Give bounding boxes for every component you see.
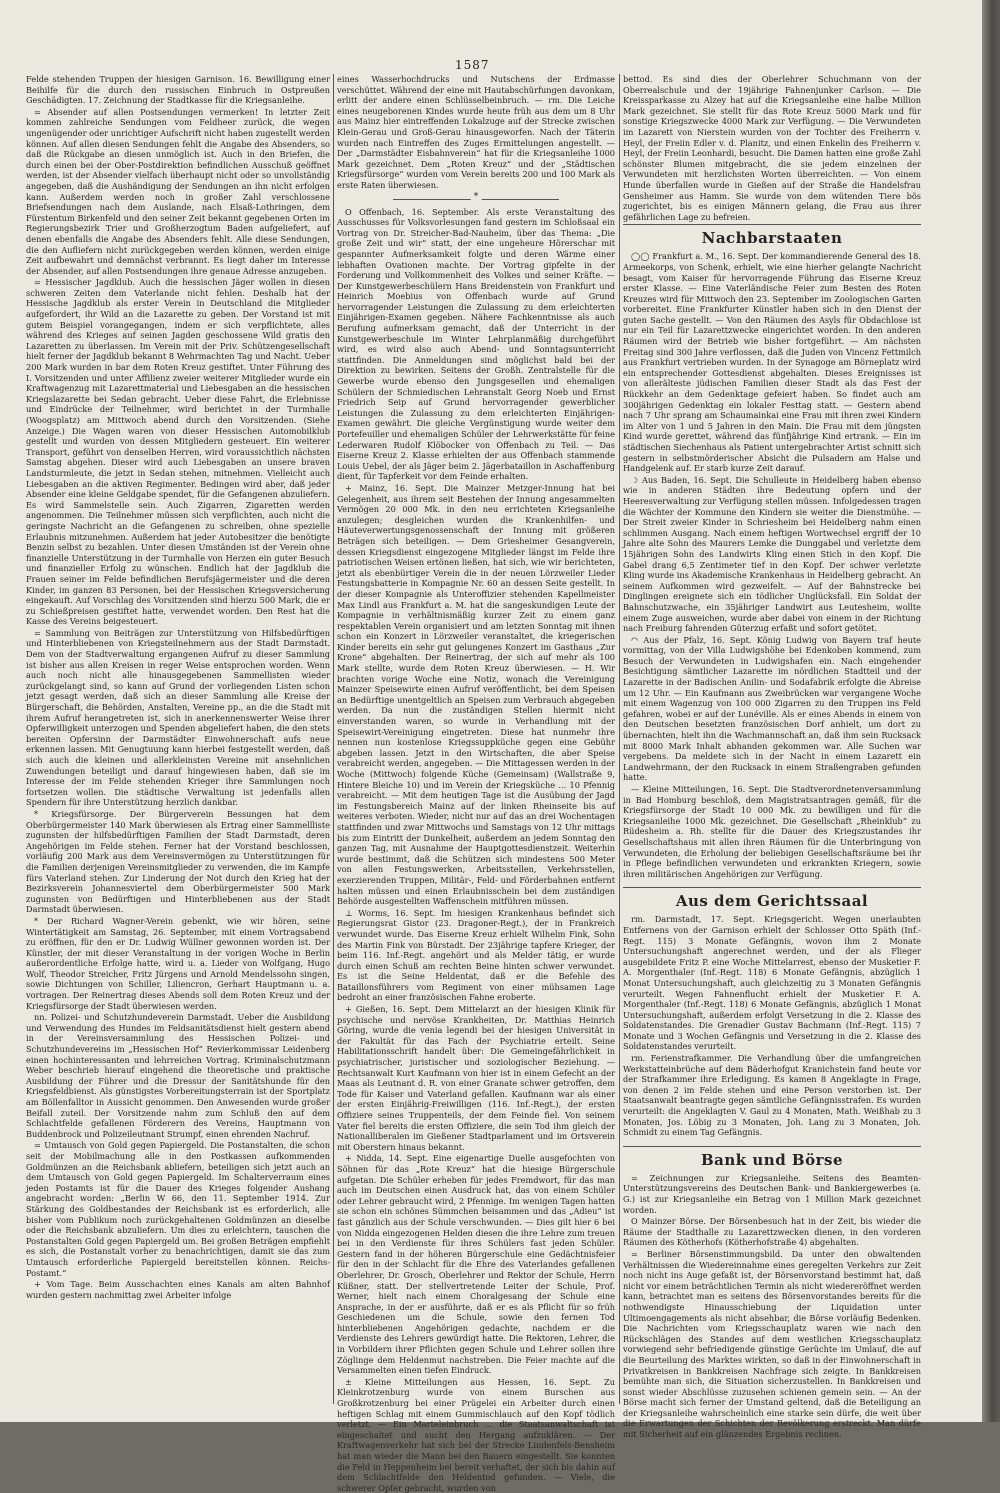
binding-edge — [982, 0, 1000, 1422]
section-heading: Aus dem Gerichtssaal — [623, 887, 921, 910]
article-paragraph: * Kriegsfürsorge. Der Bürgerverein Bessungen hat dem Oberbürgermeister 140 Mark überwiesen als Ertrag einer Sammellliste zugunsten der hilfsbedürftigen Familien der Stadt Darmstadt, deren Angehörigen im Felde stehen. Ferner hat der Vorstand beschlossen, vorläufig 200 Mark aus dem Vereinsvermögen zu Unterstützungen für die Familien derjenigen Vereinsmitglieder zu verwenden, die im Kampfe fürs Vaterland stehen. Zur Linderung der Not durch den Krieg hat der Bezirksverein Johannesviertel dem Oberbürgermeister 500 Mark zugunsten von Bedürftigen und Hinterbliebenen aus der Stadt Darmstadt überwiesen. — [26, 808, 330, 915]
article-paragraph: * Der Richard Wagner-Verein gebenkt, wie wir hören, seine Wintertätigkeit am Samstag, 26. September, mit einem Vortragsabend zu eröffnen, für den er Dr. Ludwig Wüllner gewonnen worden ist. Der Künstler, der mit dieser Veranstaltung in der vorigen Woche in Berlin außerordentliche Erfolge hatte, wird u. a. Lieder von Wolfgang, Hugo Wolf, Theodor Streicher, Fritz Jürgens und Arnold Mendelssohn singen, sowie Dichtungen von Schiller, Liliencron, Gerhart Hauptmann u. a. vortragen. Der Reinertrag dieses Abends soll dem Roten Kreuz und der Kriegsfürsorge der Stadt überwiesen werden. — [26, 915, 330, 1011]
article-paragraph: rm. Ferienstrafkammer. Die Verhandlung über die umfangreichen Werkstatteinbrüche auf dem Bäderhofgut Kranichstein fand heute vor der Strafkammer ihre Erledigung. Es kamen 8 Angeklagte in Frage, von denen 2 im Felde stehen und eine Person verstorben ist. Der Staatsanwalt beantragte gegen sämtliche Gefängnisstrafen. Es wurden verurteilt: die Angeklagten V. Gaul zu 4 Monaten, Math. Weißhab zu 3 Monaten, Jos. Löbig zu 3 Monaten, Joh. Lang zu 3 Monaten, Joh. Schmidt zu einem Tag Gefängnis. — [623, 1053, 921, 1138]
article-paragraph: ⊥ Worms, 16. Sept. Im hiesigen Krankenhaus befindet sich Regierungsrat Gistor (23. Dragoner-Regt.), der in Frankreich verwundet wurde. Das Eiserne Kreuz erhielt Wilhelm Fink, Sohn des Martin Fink von Bürstadt. Der 23jährige tapfere Krieger, der beim 116. Inf.-Regt. angehört und als Melder tätig, er wurde durch einen Schuß am rechten Beine hinten schwer verwundet. Es ist die Seine Heldentat, daß er die Befehle des Bataillonsführers vom Regiment von einer mühsamen Lage bedroht an einer französischen Fahne eroberte. — [337, 907, 615, 1003]
article-paragraph: ◯◯ Frankfurt a. M., 16. Sept. Der kommandierende General des 18. Armeekorps, von Schenk, erhielt, wie eine hierher gelangte Nachricht besagt, vom Kaiser für hervorragende Führung das Eiserne Kreuz erster Klasse. — Eine Vaterländische Feier zum Besten des Roten Kreuzes wird für Mittwoch den 23. September im Zoologischen Garten vorbereitet. Eine Frankfurter Künstler haben sich in den Dienst der guten Sache gestellt. — Von den Räumen des Asyls für Obdachlose ist nur ein Teil für Lazarettzwecke eingerichtet worden. In den anderen Räumen wird der Betrieb wie bisher fortgeführt. — Am nächsten Freitag sind 300 Jahre verflossen, daß die Juden von Vincenz Fettmilch aus Frankfurt vertrieben wurden. In der Synagoge am Börneplatz wird ein entsprechender Gottesdienst abgehalten. Dieses Ereignisses ist von allerälteste jüdischen Familien dieser Stadt als das Fest der Rückkehr an dem Gedenktage gefeiert haben. So findet auch am 300jährigen Gedenktag ein lokaler Festtag statt. — Gestern abend nach 7 Uhr sprang am Schaumainkai eine Frau mit ihren zwei Kindern im Alter von 1 und 5 Jahren in den Main. Die Frau mit dem jüngsten Kind wurde gerettet, während das fünfjährige Kind ertrank. — Ein im städtischen Siechenhaus als Patient untergebrachter Artist schnitt sich gestern in selbstmörderischer Absicht die Pulsadern am Halse und Handgelenk auf. Er starb kurze Zeit darauf. — [623, 251, 921, 474]
text-column-2 — [337, 74, 615, 1493]
text-column-1 — [26, 74, 330, 1404]
article-paragraph: rm. Darmstadt, 17. Sept. Kriegsgericht. Wegen unerlaubten Entfernens von der Garnison erhielt der Schlosser Otto Späth (Inf.-Regt. 115) 3 Monate Gefängnis, wovon ihm 2 Monate Untersuchungshaft angerechnet werden, und der als Flieger ausgebildete Fritz P. eine Woche Mittelarrest, ebenso der Musketier F. A. Morgenthaler (Inf.-Regt. 118) 6 Monate Gefängnis, abzüglich 1 Monat Untersuchungshaft, auch gleichzeitig zu 3 Monaten Gefängnis verurteilt. Wegen Fahnenflucht erhielt der Musketier F. A. Morgenthaler (Inf.-Regt. 118) 6 Monate Gefängnis, abzüglich 1 Monat Untersuchungshaft, außerdem erfolgt Versetzung in die 2. Klasse des Soldatenstandes. Die Grenadier Gustav Bachmann (Inf.-Regt. 115) 7 Monate und 3 Wochen Gefängnis und Versetzung in die 2. Klasse des Soldatenstandes verurteilt. — [623, 914, 921, 1052]
article-paragraph: ◠ Aus der Pfalz, 16. Sept. König Ludwig von Bayern traf heute vormittag, von der Villa Ludwigshöhe bei Edenkoben kommend, zum Besuch der Verwundeten in Ludwigshafen ein. Nach eingehender Besichtigung sämtlicher Lazarette im nördlichen Stadtteil und der Lazarette in der Badischen Anilin- und Sodafabrik erfolgte die Abreise um 12 Uhr. — Ein Kaufmann aus Zweibrücken war vergangene Woche mit einem Wagenzug von 100 000 Zigarren zu den Truppen ins Feld gefahren, wobei er auf der Lunéville. Als er eines Abends in einem von den Deutschen besetzten französischen Dorf anhielt, um dort zu übernachten, hielt ihn die Wachmannschaft an, daß ihm sein Rucksack mit 8000 Mark Inhalt abhanden gekommen war. Alle Suchen war vergebens. Da meldete sich in der Nacht in einem Lazarett ein Landwehrmann, der den Rucksack in einem Straßengraben gefunden hatte. — [623, 634, 921, 783]
article-paragraph: = Hessischer Jagdklub. Auch die hessischen Jäger wollen in diesen schweren Zeiten dem Vaterlande nicht fehlen. Deshalb hat der Hessische Jagdklub als erster Verein in Deutschland die Mitglieder aufgefordert, ihr Wild an die Lazarette zu geben. Der Vorstand ist mit gutem Beispiel vorangegangen, indem er sich verpflichtete, alles während des Krieges auf seinen Jagden geschossene Wild gratis den Lazaretten zu überlassen. Im Verein mit der Priv. Schützengesellschaft hielt ferner der Jagdklub bekannt 8 Wehrmachten Tag und Nacht. Ueber 200 Mark wurden in bar dem Roten Kreuz gestiftet. Unter Führung des I. Vorsitzenden und unter Affilienz zweier weiterer Mitglieder wurde ein Kraftwagenzug mit Lazarettmaterial und Liebesgaben an die hessischen Kriegslazarette bei Sedan gebracht. Ueber diese Fahrt, die Erlebnisse und Eindrücke der Teilnehmer, wird berichtet in der Turmhalle (Woogsplatz) am Mittwoch abend durch den Vorsitzenden. (Siehe Anzeige.) Die Wagen waren von dieser Hessischen Automobilklub gestellt und wurden von dessen Mitgliedern gesteuert. Ein weiterer Transport, geführt von denselben Herren, wird voraussichtlich nächsten Samstag abgehen. Dieser wird auch Liebesgaben an unsere braven Landsturmleute, die jetzt in Sedan stehen, mitnehmen. Vielleicht auch Liebesgaben an die aktiven Regimenter. Bedingen wird aber, daß jeder Absender eine kleine Geldgabe spendet, für die Gefangenen abzuliefern. Es wird Sammelstelle sein. Auch Zigarren, Zigaretten werden angenommen. Die Teilnehmer müssen sich verpflichten, auch nicht die geringste Nachricht an die Gefangenen zu schreiben, ohne spezielle Erlaubnis mitzunehmen. Außerdem hat jeder Autobesitzer die benötigte Benzin selbst zu bezahlen. Unter diesen Umständen ist der Verein ohne finanzielle Unterstützung in der Turmhalle von Herzen ein guter Besuch und finanzieller Erfolg zu wünschen. Endlich hat der Jagdklub die Frauen seiner im Felde befindlichen Berufsjägermeister und die deren Kinder, im ganzen 83 Personen, bei der Hessischen Kriegsversicherung eingekauft. Auf Vorschlag des Vorsitzenden sind hierzu 500 Mark, die er zu Schießpreisen gestiftet hatte, verwendet worden. Den Rest hat die Kasse des Vereins beigesteuert. — [26, 277, 330, 627]
article-separator — [337, 191, 615, 202]
article-paragraph: nn. Polizei- und Schutzhundeverein Darmstadt. Ueber die Ausbildung und Verwendung des Hundes im Feldsanitätsdienst hielt gestern abend in der Vereinsversammlung des Hessischen Polizei- und Schutzhundevereins im „Hessischen Hof“ Revierkommissar Leidenberg einen hochinteressanten und lehrreichen Vortrag. Kriminalschutzmann Weber beschrieb hierauf eingehend die theoretische und praktische Ausbildung der Führer und die Dressur der Sanitätshunde für den Kriegsfeldbienst. Als günstigstes Vorbereitungsterrain ist der Sportplatz am Böllenfalltor in Aussicht genommen. Den Anwesenden wurde großer Beifall zuteil. Der Vorsitzende nahm zum Schluß den auf dem Schlachtfelde gefallenen Förderern des Vereins, Hauptmann von Buddenbrock und Polizeileutnant Strumpf, einen ehrenden Nachruf. — [26, 1012, 330, 1139]
column-rule-right — [619, 74, 620, 1404]
article-paragraph: ☽ Aus Baden, 16. Sept. Die Schulleute in Heidelberg haben ebenso wie in anderen Städten ihre Bedeutung opfern und der Heeresverwaltung zur Verfügung stellen müssen. Infolgedessen tragen die Wächter der Kommune den Kindern sie weiter die Dienstmühe. — Der Streit zweier Kinder in Schriesheim bei Heidelberg nahm einen schlimmen Ausgang. Nach einem heftigen Wortwechsel ergriff der 10 Jahre alte Sohn des Maurers Lemke die Dunggabel und verletzte dem 15jährigen Sohn des Landwirts Kling einen Stich in den Kopf. Die Gabel drang 6,5 Zentimeter tief in den Kopf. Der schwer verletzte Kling wurde ins Akademische Krankenhaus in Heidelberg gebracht. An seinem Aufkommen wird gezweifelt. — Auf der Bahnstrecke bei Dinglingen ereignete sich ein tödlicher Unglücksfall. Ein Soldat der Bahnschutzwache, ein 35jähriger Landwirt aus Leutesheim, wollte einem Zuge ausweichen, wurde aber dabei von einem in der Richtung nach Freiburg fahrenden Güterzug erfaßt und sofort getötet. — [623, 474, 921, 634]
article-paragraph: bettod. Es sind dies der Oberlehrer Schuchmann von der Oberrealschule und der 19jährige Fahnenjunker Carlson. — Die Kreissparkasse zu Alzey hat auf die Kriegsanleihe eine halbe Million Mark gezeichnet. Sie stellt für das Rote Kreuz 5000 Mark und für sonstige Kriegszwecke 4000 Mark zur Verfügung. — Die Verwundeten im Lazarett von Nierstein wurden von der Tochter des Freiherrn v. Heyl, der Freiin Edler v. d. Planitz, und einen Enkelin des Freiherrn v. Heyl, der Freiin Leonhardi, besucht. Die Damen hatten eine große Zahl schönster Blumen mitgebracht, die sie jedem einzelnen der Verwundeten mit herzlichsten Worten überreichten. — Von einem Hunde überfallen wurde in Gießen auf der Straße die Handelsfrau Gensheimer aus Hamm. Sie wurde von dem wütenden Tiere bös zugerichtet, bis es einigen Männern gelang, die Frau aus ihrer gefährlichen Lage zu befreien. — [623, 74, 921, 222]
article-paragraph: O Offenbach, 16. September. Als erste Veranstaltung des Ausschusses für Volksvorlesungen fand gestern im Schloßsaal ein Vortrag von Dr. Streicher-Bad-Nauheim, über das Thema: „Die große Zeit und wir“ statt, der eine ungeheure Hörerschar mit gespannter Aufmerksamkeit folgte und deren Wärme einer lebhaften Ovationen machte. Der Vortrag gipfelte in der Forderung und Vollkommenheit des Volkes und seiner Kräfte. — Der Kunstgewerbeschülern Hans Breidenstein von Frankfurt und Heinrich Moebius von Offenbach wurde auf Grund hervorragender Leistungen die Zulassung zu dem erleichterten Einjährigen-Examen gegeben. Nähere Fachkenntnisse als auch Berufung aufmerksam gemacht, daß der Unterricht in der Kunstgewerbeschule im Winter Lehrplanmäßig durchgeführt wird, es wird also auch Abend- und Sonntagsunterricht stattfinden. Die Anmeldungen sind möglichst bald bei der Direktion zu bewirken. Seitens der Großh. Zentralstelle für die Gewerbe wurde ebenso den Jungsgesellen und ehemaligen Schülern der Schmiedischen Lehranstalt Georg Noeb und Ernst Friedrich Seip auf Grund hervorragender gewerblicher Leistungen die Zulassung zu dem erleichterten Einjährigen-Examen gewährt. Die gleiche Vergünstigung wurde weiter dem Portefeuiller und ehemaligen Schüler der Lehrwerkstätte für feine Lederwaren Rudolf Klöbocker von Offenbach zu Teil. — Das Eiserne Kreuz 2. Klasse erhielten der aus Offenbach stammende Louis Uebel, der als Jäger beim 2. Jägerbataillon in Aschaffenburg dient, für Tapferkeit vor dem Feinde erhalten. — [337, 206, 615, 482]
text-column-3 — [623, 74, 921, 1440]
article-paragraph: = Umtausch von Gold gegen Papiergeld. Die Postanstalten, die schon seit der Mobilmachung alle in den Postkassen aufkommenden Goldmünzen an die Reichsbank abliefern, beteiligen sich jetzt auch an dem Umtausch von Gold gegen Papiergeld. Im Schalterverraum eines jeden Postamts ist für die Dauer des Krieges folgender Aushang angebracht worden: „Berlin W 66, den 11. September 1914. Zur Stärkung des Goldbestandes der Reichsbank ist es erforderlich, alle bisher vom Publikum noch zurückgehaltenen Goldmünzen an dieselbe oder die Reichsbank abzuliefern. Um dies zu erleichtern, tauschen die Postanstalten Gold gegen Papiergeld um. Bei großen Beträgen empfiehlt es sich, die Postanstalt vorher zu benachrichtigen, damit sie das zum Umtausch erforderliche Papiergeld bereitstellen können. Reichs-Postamt.“ — [26, 1140, 330, 1278]
article-paragraph: + Mainz, 16. Sept. Die Mainzer Metzger-Innung hat bei Gelegenheit, aus ihrem seit Bestehen der Innung angesammelten Vermögen 20 000 Mk. in den neu errichteten Kriegsanleihe anzulegen; desgleichen wurden die Krankenhilfen- und Häuteverwertungsgenossenschaft der Innung mit größeren Beträgen sich beteiligen. — Dem Griesheimer Gesangverein, dessen Kriegsdienst eingezogene Mitglieder längst im Felde ihre patriotischen Weisen ertönen ließen, hat sich, wie wir berichteten, jetzt als ebenbürtiger Verein die in der neuen Lörzweiler Lieder Festungsbatterie in Kompagnie Nr. 60 an dessen Seite gestellt. In der dieser Kompagnie als Unteroffizier stehenden Kapellmeister Max Lindl aus Frankfurt a. M. hat die sangeskundigen Leute der Kompagnie in verhältnismäßig kurzer Zeit zu einem ganz respektablen Verein organisiert und am letzten Sonntag mit ihnen schon ein Konzert in Lörzweiler veranstaltet, die kriegerischen Kinder bereits ein sehr gut gelungenes Konzert im Gasthaus „Zur Krone“ abgehalten. Der Reinertrag, der sich auf mehr als 100 Mark stellte, wurde dem Roten Kreuz überwiesen. — H. Wir brachten vorige Woche eine Notiz, wonach die Vereinigung Mainzer Speisewirte einen Aufruf veröffentlicht, bei dem Speisen an Bedürftige unentgeltlich an Speisen zum Verbrauch abgegeben werden. Da nun die zuständigen Stellen hiermit nicht einverstanden waren, so wurde in Verhandlung mit der Speisewirt-Vereinigung eingetreten. Diese hat nunmehr ihre nennen nun kostenlose Kriegssuppküche gegen eine Gebühr abgeben lassen. Jetzt in den Wirtschaften, die aber Speise verabreicht werden, angegeben. — Die Mittagessen werden in der Woche (Mittwoch) folgende Küche (Gemeinsam) (Wallstraße 9, Hintere Bleiche 10) und im Verein der Kriegsküche ... 10 Pfennig verabreicht. — Mit dem heutigen Tage ist die Ausübung der Jagd im Festungsbereich Mainz auf der linken Rheinseite bis auf weiteres verboten. Wieder, nicht nur auf das an drei Wochentagen stattfinden und zwar Mittwochs und Samstags von 12 Uhr mittags bis zum Eintritt der Dunkelheit, außerdem an jedem Sonntag den ganzen Tag, mit Ausnahme der Hauptgottesdienstzeit. Weiterhin wurde bestimmt, daß die Schützen sich mindestens 500 Meter von allen Festungswerken, Arbeitsstellen, Verkehrsstellen, exerzierenden Truppen, Militär-, Feld- und Förderbahnen entfernt halten müssen und einen Erlaubnisschein bei dem zuständigen Behörde ausgestellten Waffenschein mitführen müssen. — [337, 482, 615, 907]
page-number: 1587 — [455, 58, 490, 72]
article-paragraph: = Berliner Börsenstimmungsbild. Da unter den obwaltenden Verhältnissen die Wiedereinnahme eines geregelten Verkehrs zur Zeit noch nicht ins Auge gefaßt ist, der Börsenvorstand bestimmt hat, daß nicht vor einem beträchtlichen Termin als nicht wiedereröffnet werden kann, betrachtet man es seitens des Börsenvorstandes bereits für die nothwendigste Hinausschiebung der Liquidation unter Ultimoengagements als nicht absehbar, die Börse vorläufig Bedenken. Die Nachrichten vom Kriegsschauplatz waren wie nach den Rückschlägen des Standes auf dem westlichen Kriegsschauplatz vorwiegend sehr befriedigende günstige Gerüchte im Umlauf, die auf die Beurteilung des Marktes wirkten, so daß in der Einwohnerschaft in Privatkreisen in Bankkreisen Nachfrage sich zeigte. In Bankkreisen bemühte man sich, die Situation sicherzustellen. In Bankkreisen und sonst wieder Abschlüsse zuzusehen schienen gemein sein. — An der Börse macht sich ferner der Umstand geltend, daß die Beteiligung an der Kriegsanleihe wahrscheinlich eine starke sein dürfe, die weit über die Erwartungen der Schichten der Bevölkerung erstreckt. Man dürfe mit Sicherheit auf ein glänzendes Ergebnis rechnen. — [623, 1248, 921, 1440]
article-paragraph: = Zeichnungen zur Kriegsanleihe. Seitens des Beamten-Unterstützungsvereins des Deutschen Bank- und Bankiergewerbes (a. G.) ist zur Kriegsanleihe ein Betrag von 1 Million Mark gezeichnet worden. — [623, 1172, 921, 1215]
article-paragraph: + Vom Tage. Beim Ausschachten eines Kanals am alten Bahnhof wurden gestern nachmittag zwei Arbeiter infolge — [26, 1279, 330, 1300]
article-paragraph: Felde stehenden Truppen der hiesigen Garnison. 16. Bewilligung einer Beihilfe für die durch den russischen Einbruch in Ostpreußen Geschädigten. 17. Zeichnung der Stadtkasse für die Kriegsanleihe. — [26, 74, 330, 106]
column-rule-left — [333, 74, 334, 1404]
article-paragraph: ± Kleine Mitteilungen aus Hessen, 16. Sept. Zu Kleinkrotzenburg wurde von einem Burschen aus Großkrotzenburg bei einer Prügelei ein Arbeiter durch einen heftigen Schlag mit einem Gummischlauch auf den Kopf tödlich verletzt. — Ein Marteleinbruch ... die Staatsanwaltschaft ist eingeschaltet und sucht den Hergang aufzuklären. — Der Kraftwagenverkehr hat sich bei der Strecke Lindenfels-Bensheim hat man wieder die Mann bei den Bauern eingestellt. Sie konnten die Feld in Heppenheim bei bereit verhaftet, der sich bis dahin auf dem Schlachtfelde den Heldentod gefunden. — Viele, die schwerer Opfer gebracht, wurden von — [337, 1376, 615, 1493]
article-paragraph: O Mainzer Börse. Der Börsenbesuch hat in der Zeit, bis wieder die Räume der Stadthalle zu Lazarettzwecken dienen, in den vorderen Räumen des Kötherhofs (Kötherhofstraße 4) abgehalten. — [623, 1216, 921, 1248]
article-paragraph: = Sammlung von Beiträgen zur Unterstützung von Hilfsbedürftigen und Hinterbliebenen von Kriegsteilnehmern aus der Stadt Darmstadt. Dem von der Stadtverwaltung ergangenen Aufruf zu dieser Sammlung ist bisher aus allen Kreisen in reger Weise entsprochen worden. Wenn auch noch nicht alle hinausgegebenen Sammellisten wieder zurückgelangt sind, so kann auf Grund der vorliegenden Listen schon jetzt gesagt werden, daß sich an dieser Sammlung alle Kreise der Bürgerschaft, die Behörden, Anstalten, Vereine pp., an die die Stadt mit ihrem Aufruf herangetreten ist, sich in anerkennenswerter Weise ihrer Opferwilligkeit unterzogen und Spenden abgeliefert haben, die den stets bereiten Opfersinn der Darmstädter Einwohnerschaft aufs neue erkennen lassen. Mit Genugtuung kann hierbei festgestellt werden, daß sich auch die kleinen und allerkleinsten Vereine mit ansehnlichen Zuwendungen beteiligt und darauf hingewiesen haben, daß sie im Interesse der im Felde stehenden Krieger ihre Sammlungen noch fortsetzen wollen. Die städtische Verwaltung ist jedenfalls allen Spendern für ihre Unterstützung herzlich dankbar. — [26, 627, 330, 808]
article-paragraph: — Kleine Mitteilungen, 16. Sept. Die Stadtverordnetenversammlung in Bad Homburg beschloß, dem Magistratsantragen gemäß, für die Kriegsfürsorge der Stadt 10 000 Mk. zu bewilligen und für die Kriegsanleihe 1000 Mk. gezeichnet. Die Gesellschaft „Rheinklub“ zu Rüdesheim a. Rh. stellte für die Dauer des Kriegszustandes ihr Gesellschaftshaus mit allen ihren Räumen für die Unterbringung von Verwundeten, die Erholung der beliebigen Gesellschaftsräume bei ihr in Pflege befindlichen verwundeten und erkrankten Kriegern, sowie ihren militärischen Angehörigen zur Verfügung. — [623, 784, 921, 879]
article-paragraph: + Gießen, 16. Sept. Dem Mittelarzt an der hiesigen Klinik für psychische und nervöse Krankheiten, Dr. Matthias Heinrich Göring, wurde die venia legendi bei der hiesigen Universität in der Fakultät für das Fach der Psychiatrie erteilt. Seine Habilitationsschrift handelt über: Die Gemeingefährlichkeit in psychiatrischer, juristischer und soziologischer Beziehung. — Rechtsanwalt Kurt Kaufmann von hier ist in einem Gefecht an der Maas als Leutnant d. R. von einer Granate schwer getroffen, dem Tode für Kaiser und Vaterland gefallen. Kaufmann war als einer der ersten Einjährig-Freiwilligen (116. Inf.-Regt.), der ersten Offiziere seines Truppenteils, der dem Feinde fiel. Von seinem Vater fiel bereits die ersten Offiziere, die sein Tod ihm gleich der Nationalliberalen im Gießener Stadtparlament und im Ortsverein mit Oberstern hinaus bekannt. — [337, 1004, 615, 1152]
separator-glyph: * — [471, 192, 482, 203]
article-paragraph: + Nidda, 14. Sept. Eine eigenartige Duelle ausgefochten von Söhnen für das „Rote Kreuz“ hat die hiesige Bürgerschule aufgetan. Die Schüler erheben für jedes Fremdwort, für das man auch im Deutschen einen Ausdruck hat, das von einem Schüler oder Lehrer gebraucht wird, 2 Pfennige. Im wenigen Tagen hatten sie schon ein schönes Sümmchen beisammen und das „Adieu“ ist fast gänzlich aus der Schule verschwunden. — Dies gilt hier 6 bei von Nidda eingezogenen Helden diesen die ihre Lehre zum treuen bei in den Verdienste für ihres Schülers fast jeden Schüler. Gestern fand in der höheren Bürgerschule eine Gedächtnisfeier für den in der Schlacht für die Ehre des Vaterlandes gefallenen Oberlehrer, Dr. Grosch, Oberlehrer und Rektor der Schule, Herrn Küßner, statt. Der stellvertretende Leiter der Schule, Prof. Werner, hielt nach einem Choralgesang der Schule eine Ansprache, in der er ausführte, daß er es als Pflicht für so früh Geschiedenen um die Schule, sowie den fernen Tod hinterbliebenen Angehörigen gedachte, nachdem er die Verdienste des Lehrers gewürdigt hatte. Die Rektoren, Lehrer, die in Vorbildern ihrer Pflichten gegen Schule und Lehrer sollen ihre Zöglinge dem Heldenmut nachstreben. Die Feier machte auf die Versammelten einen tiefen Eindruck. — [337, 1153, 615, 1376]
section-heading: Bank und Börse — [623, 1146, 921, 1169]
article-paragraph: = Absender auf allen Postsendungen vermerken! In letzter Zeit kommen zahlreiche Sendungen vom Feldheer zurück, die wegen ungenügender oder unrichtiger Aufschrift nicht haben zugestellt werden können. Auf allen diesen Sendungen fehlt die Angabe des Absenders, so daß die Rückgabe an diesen unmöglich ist. Auch in den Briefen, die durch einen bei der Ober-Postdirektion befindlichen Ausschuß geöffnet werden, ist der Absender vielfach überhaupt nicht oder so unvollständig angegeben, daß die Aushändigung der Sendungen an ihn nicht erfolgen kann. Außerdem werden noch in großer Zahl verschlossene Briefsendungen nach dem Auslande, nach Elsaß-Lothringen, dem Fürstentum Birkenfeld und den seiner Zeit bekannt gegebenen Orten im Regierungsbezirk Trier und Großherzogtum Baden aufgeliefert, auf denen ebenfalls die Angabe des Absenders fehlt. Alle diese Sendungen, die den Aufliefern nicht zurückgegeben werden können, werden einige Zeit aufbewahrt und demnächst verbrannt. Es liegt daher im Interesse der Absender, auf allen Postsendungen ihre genaue Adresse anzugeben. — [26, 106, 330, 276]
section-heading: Nachbarstaaten — [623, 224, 921, 247]
article-paragraph: eines Wasserhochdrucks und Nutschens der Erdmasse verschüttet. Während der eine mit Hautabschürfungen davonkam, erlitt der andere einen Schlüsselbeinbruch. — rm. Die Leiche eines neugeborenen Kindes wurde heute früh aus dem um 8 Uhr aus Mainz hier eintreffenden Lokalzuge auf der Strecke zwischen Klein-Gerau und Groß-Gerau hinausgeworfen. Nach der Täterin wurden nach Eintreffen des Zuges Ermittelungen angestellt. — Der „Darmstädter Eisbahnverein“ hat für die Kriegsanleihe 1000 Mark gezeichnet. Dem „Roten Kreuz“ und der „Städtischen Kriegsfürsorge“ wurden vom Verein bereits 200 und 100 Mark als erste Raten überwiesen. — [337, 74, 615, 190]
